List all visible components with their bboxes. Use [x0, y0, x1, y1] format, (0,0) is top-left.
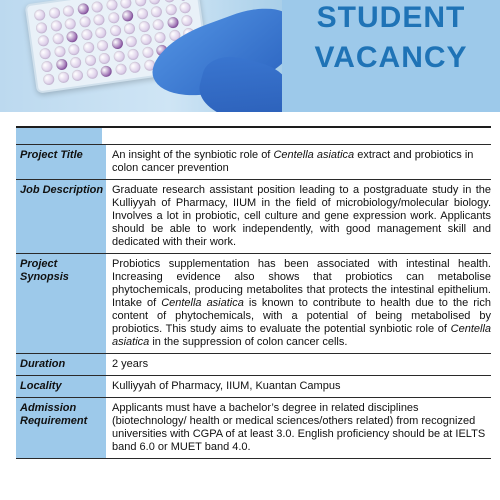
plate-well: [80, 29, 92, 41]
admission-label: Admission Requirement: [16, 398, 106, 458]
header-banner: [0, 0, 500, 112]
plate-well: [33, 9, 45, 21]
title-line-1: STUDENT: [316, 1, 466, 34]
project-title-value: An insight of the synbiotic role of Centella asiatica extract and probiotics in colon cancer prevention: [112, 149, 474, 174]
plate-well: [139, 33, 151, 45]
table-row-locality: [16, 376, 491, 398]
plate-well: [105, 0, 117, 11]
plate-well: [55, 58, 67, 70]
plate-well: [163, 0, 175, 3]
plate-well: [134, 0, 146, 7]
plate-well: [138, 20, 150, 32]
plate-well: [53, 45, 65, 57]
plate-well: [114, 63, 126, 75]
plate-well: [148, 0, 160, 5]
plate-well: [109, 24, 121, 36]
plate-well: [66, 31, 78, 43]
plate-well: [77, 3, 89, 15]
plate-well: [181, 14, 193, 26]
plate-well: [57, 71, 69, 83]
plate-well: [154, 31, 166, 43]
table-row-duration: [16, 354, 491, 376]
locality-label: Locality: [16, 376, 106, 397]
plate-well: [51, 33, 63, 45]
project-synopsis-label: Project Synopsis: [16, 254, 106, 353]
plate-well: [48, 7, 60, 19]
plate-well: [93, 14, 105, 26]
plate-well: [129, 61, 141, 73]
plate-well: [120, 0, 132, 9]
plate-well: [96, 39, 108, 51]
plate-well: [100, 65, 112, 77]
job-description-label: Job Description: [16, 180, 106, 253]
plate-well: [50, 20, 62, 32]
plate-well: [84, 54, 96, 66]
job-description-value: Graduate research assistant position leading to a postgraduate study in the Kulliyyah of Pharmacy, IIUM in the field of microbiology/molecular biology. Involves a lot in probiotic, cell culture and gene expression work. Applicants should be able to work independently, with good management skill and dedicated with their work.: [112, 184, 491, 248]
plate-well: [136, 8, 148, 20]
duration-value: 2 years: [112, 358, 149, 370]
plate-well: [113, 50, 125, 62]
admission-value: Applicants must have a bachelor’s degree in related disciplines (biotechnology/ health or medical sciences/others related) from recognized universities with CGPA of at least 3.0. English proficiency should be at IELTS band 6.0 or MUET band 4.0.: [112, 402, 486, 453]
plate-well: [165, 4, 177, 16]
plate-well: [111, 37, 123, 49]
plate-well: [64, 18, 76, 30]
plate-well: [86, 67, 98, 79]
plate-well: [123, 22, 135, 34]
plate-well: [37, 35, 49, 47]
plate-well: [82, 41, 94, 53]
plate-well: [69, 56, 81, 68]
plate-well: [177, 0, 189, 1]
title-line-2: VACANCY: [314, 41, 468, 74]
plate-well: [152, 18, 164, 30]
plate-well: [150, 6, 162, 18]
plate-well: [43, 73, 55, 85]
plate-well: [127, 48, 139, 60]
plate-well: [121, 10, 133, 22]
project-title-label: Project Title: [16, 145, 106, 179]
project-synopsis-value: Probiotics supplementation has been associated with intestinal health. Increasing evidence also shows that probiotics can metabolise phytochemicals, producing metabolites that protects the intestinal epithelium. Intake of Centella asiatica is known to contribute to health due to the rich content of phytochemicals, with a potential of being metabolised by probiotics. This study aims to evaluate the potential synbiotic role of Centella asiatica in the suppression of colon cancer cells.: [112, 258, 491, 348]
plate-well: [125, 35, 137, 47]
plate-well: [78, 16, 90, 28]
plate-well: [166, 16, 178, 28]
duration-label: Duration: [16, 354, 106, 375]
table-row-admission: [16, 398, 491, 459]
plate-well: [62, 5, 74, 17]
plate-well: [68, 43, 80, 55]
plate-well: [35, 22, 47, 34]
table-header-row: [16, 128, 491, 145]
plate-well: [179, 2, 191, 14]
locality-value: Kulliyyah of Pharmacy, IIUM, Kuantan Campus: [112, 380, 341, 392]
plate-well: [39, 47, 51, 59]
plate-well: [95, 27, 107, 39]
plate-well: [141, 46, 153, 58]
table-row-project-title: [16, 145, 491, 180]
plate-well: [41, 60, 53, 72]
lab-photo: [0, 0, 282, 112]
plate-well: [107, 12, 119, 24]
plate-well: [71, 69, 83, 81]
table-row-job-description: [16, 180, 491, 254]
vacancy-table: [16, 126, 491, 459]
table-row-project-synopsis: [16, 254, 491, 354]
plate-well: [91, 1, 103, 13]
plate-well: [98, 52, 110, 64]
